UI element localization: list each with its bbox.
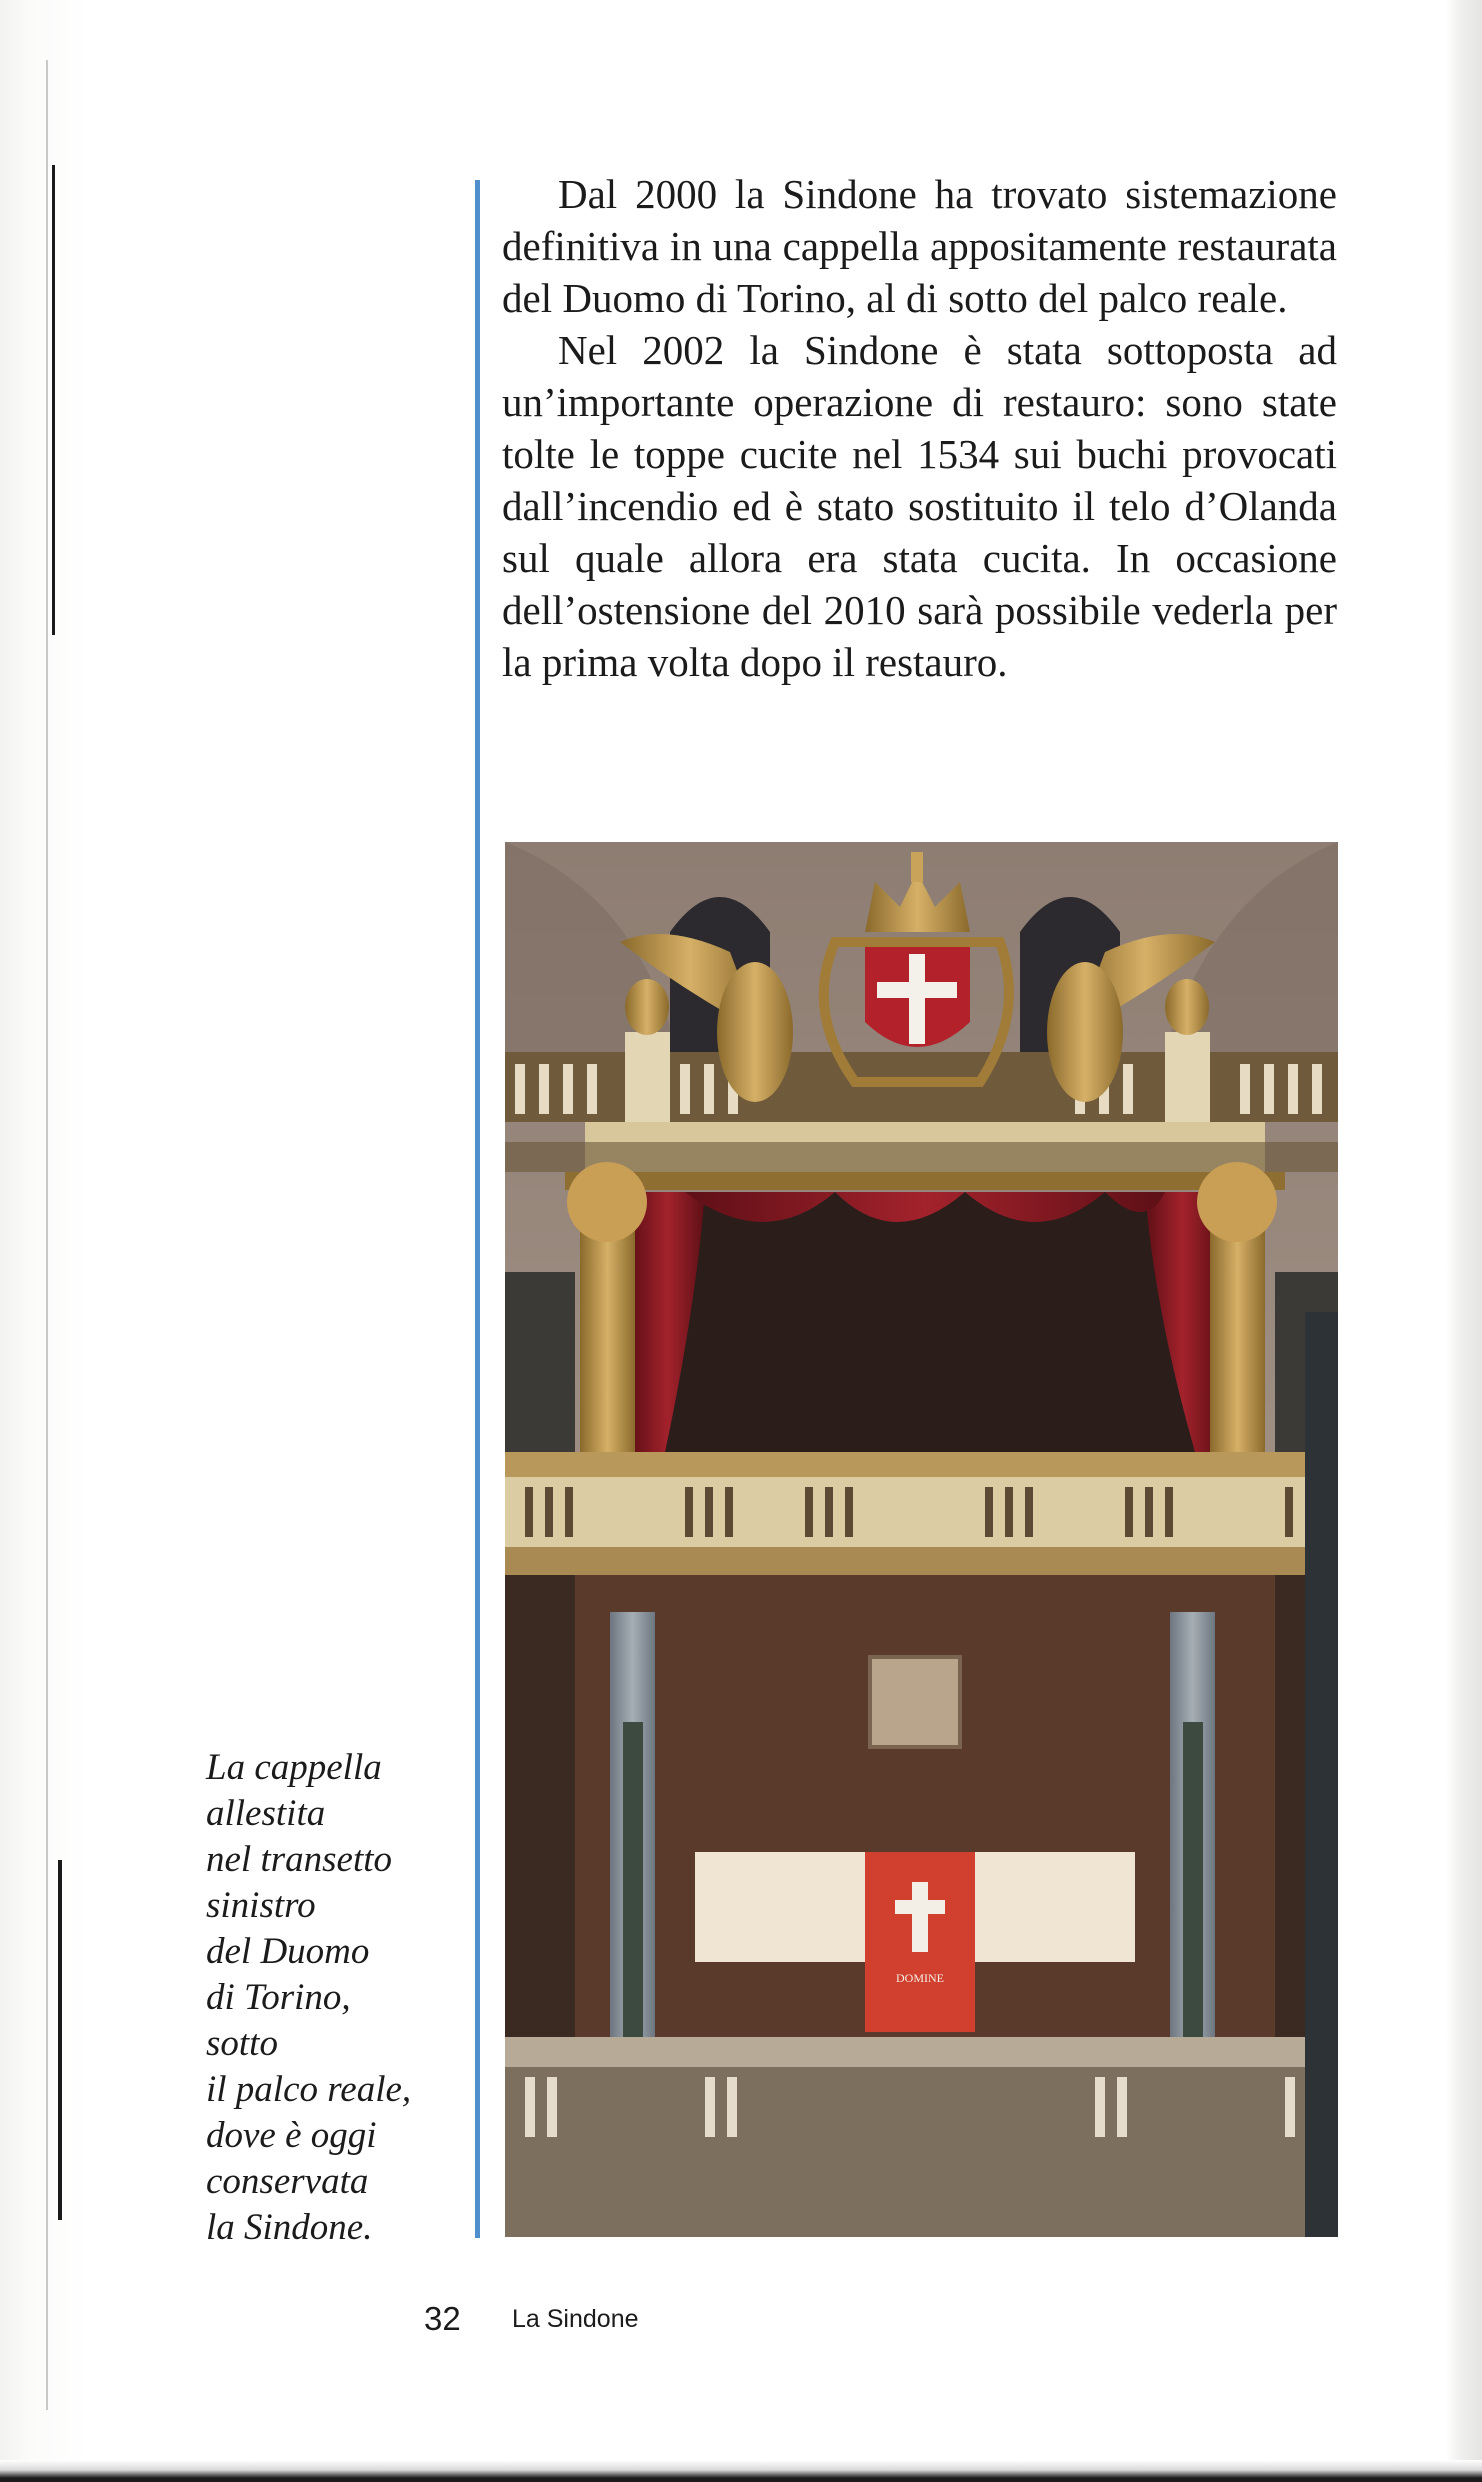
caption-line: di Torino, <box>206 1977 351 2018</box>
chapel-photo <box>505 842 1338 2237</box>
caption-line: La cappella <box>206 1747 382 1788</box>
caption-line: allestita <box>206 1793 326 1834</box>
caption-line: dove è oggi <box>206 2115 377 2156</box>
paragraph: Nel 2002 la Sindone è stata sottoposta ad un’importante operazione di restauro: sono state tolte le toppe cucite nel 1534 sui buchi provocati dall’incendio ed è stato sostituito il telo d’Olanda sul quale allora era stata cucita. In occasione dell’ostensione del 2010 sarà possibile vederla per la prima volta dopo il restauro. <box>502 327 1337 685</box>
page-edge-line <box>58 1860 62 2220</box>
paragraph: Dal 2000 la Sindone ha trovato sistemazione definitiva in una cappella appositamente restaurata del Duomo di Torino, al di sotto del palco reale. <box>502 171 1337 321</box>
caption-line: il palco reale, <box>206 2069 412 2110</box>
running-head: La Sindone <box>512 2305 639 2333</box>
caption-line: conservata <box>206 2161 369 2202</box>
caption-line: del Duomo <box>206 1931 370 1972</box>
page-number: 32 <box>424 2300 461 2337</box>
caption-line: la Sindone. <box>206 2207 373 2248</box>
caption-line: sotto <box>206 2023 278 2064</box>
page-edge-right <box>1446 0 1482 2482</box>
page-edge-line <box>46 60 48 2410</box>
page-edge-left <box>0 0 90 2482</box>
page-edge-bottom <box>0 2460 1482 2482</box>
photo-caption <box>206 1745 446 2251</box>
caption-line: sinistro <box>206 1885 316 1926</box>
altar-inscription: DOMINE <box>896 1971 944 1985</box>
page-edge-line <box>52 165 55 635</box>
article-body <box>502 168 1337 688</box>
caption-line: nel transetto <box>206 1839 393 1880</box>
accent-rule <box>475 180 480 2238</box>
